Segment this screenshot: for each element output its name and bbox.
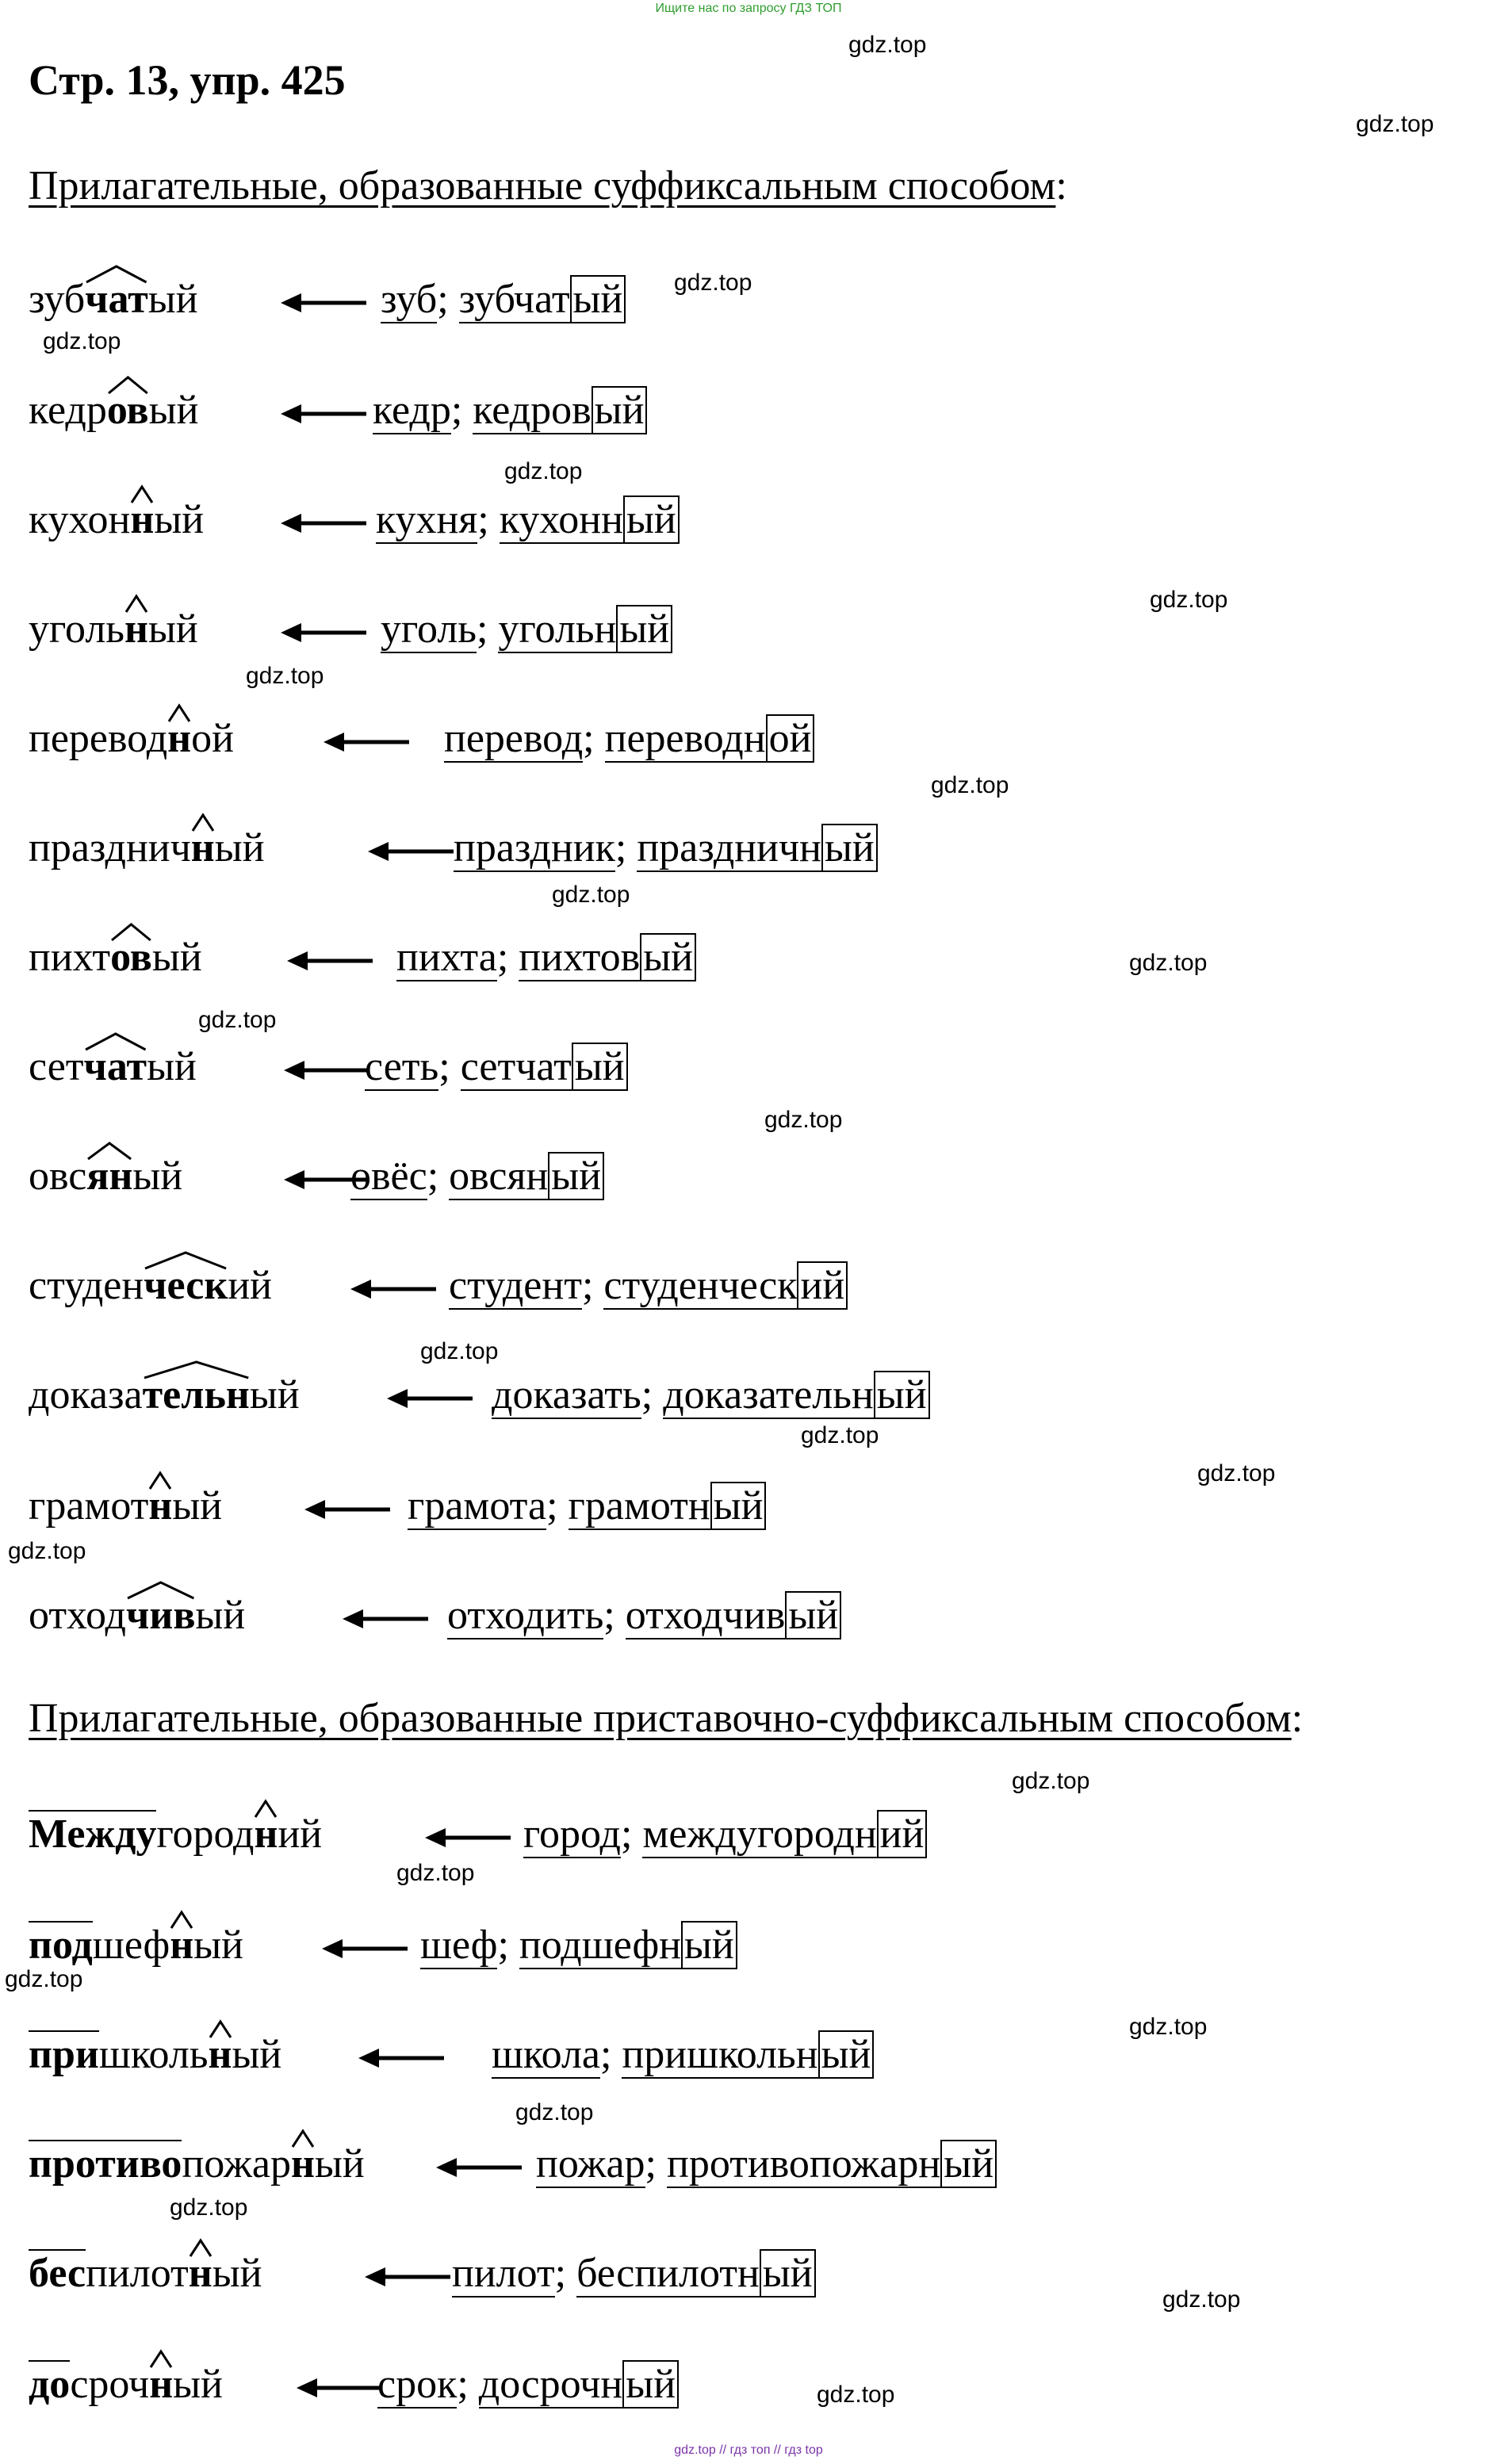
space bbox=[438, 1154, 449, 1199]
word-row bbox=[29, 2031, 1456, 2095]
word-ending-part: ый bbox=[212, 2251, 262, 2296]
word-row bbox=[29, 1372, 1456, 1435]
separator: ; bbox=[600, 2032, 612, 2077]
word-ending-part: ый bbox=[172, 1483, 223, 1529]
separator: ; bbox=[437, 277, 449, 322]
word-ending-part: ый bbox=[132, 1154, 183, 1199]
base-word: пожар bbox=[536, 2141, 645, 2187]
word-ending-part: ый bbox=[151, 935, 202, 980]
prefix-bold: при bbox=[29, 2032, 99, 2077]
suffix-bold: чив bbox=[126, 1593, 196, 1638]
ending-box: ый bbox=[623, 495, 680, 544]
derivation-chain bbox=[373, 387, 647, 434]
derived-stem: досрочн bbox=[478, 2362, 623, 2407]
word-ending-part: ый bbox=[147, 606, 198, 652]
word-ending-part: ий bbox=[278, 1812, 323, 1857]
watermark: gdz.top bbox=[396, 1860, 475, 1886]
space bbox=[626, 825, 637, 870]
prefix-bold: бес bbox=[29, 2251, 86, 2296]
derivation-chain bbox=[376, 496, 680, 543]
word-ending-part: ий bbox=[228, 1263, 272, 1308]
word-row bbox=[29, 1483, 1456, 1546]
word-row bbox=[29, 496, 1456, 560]
watermark: gdz.top bbox=[552, 882, 630, 908]
watermark: gdz.top bbox=[1197, 1460, 1276, 1486]
word-stem-part: пожар bbox=[182, 2141, 291, 2187]
space bbox=[615, 1593, 626, 1638]
derivation-arrow-icon bbox=[284, 1054, 371, 1086]
suffix-mark-icon bbox=[167, 704, 191, 723]
watermark: gdz.top bbox=[5, 1966, 83, 1992]
word-stem-part: пихт bbox=[29, 935, 111, 980]
ending-box: ий bbox=[877, 1810, 928, 1858]
base-word: грамота bbox=[408, 1483, 547, 1529]
derived-stem: подшефн bbox=[519, 1923, 681, 1968]
derivation-arrow-icon bbox=[365, 2261, 452, 2293]
word-ending-part: ый bbox=[249, 1372, 300, 1418]
space bbox=[611, 2032, 622, 2077]
separator: ; bbox=[641, 1372, 653, 1418]
suffix-mark-icon bbox=[124, 595, 148, 614]
base-word: кухня bbox=[376, 497, 478, 542]
derived-stem: кедров bbox=[473, 388, 592, 433]
base-word: отходить bbox=[447, 1593, 604, 1638]
space bbox=[558, 1483, 569, 1529]
word-ending-part: ый bbox=[232, 2032, 282, 2077]
derivation-chain bbox=[408, 1483, 766, 1529]
word-stem-part: кухон bbox=[29, 497, 131, 542]
watermark: gdz.top bbox=[1129, 2014, 1208, 2040]
derived-stem: пришкольн bbox=[622, 2032, 818, 2077]
base-word: школа bbox=[492, 2032, 601, 2077]
separator: ; bbox=[581, 1263, 594, 1308]
derivation-arrow-icon bbox=[368, 836, 455, 867]
ending-box: ый bbox=[821, 824, 878, 872]
suffix-bold: н bbox=[149, 2362, 174, 2407]
base-word: праздник bbox=[454, 825, 615, 870]
derivation-arrow-icon bbox=[436, 2152, 523, 2183]
watermark: gdz.top bbox=[674, 270, 752, 296]
derived-stem: зубчат bbox=[458, 277, 570, 322]
word-ending-part: ый bbox=[195, 1593, 246, 1638]
adjective-word bbox=[29, 1922, 243, 1969]
suffix-mark-icon bbox=[209, 2020, 232, 2039]
ending-box: ый bbox=[710, 1482, 767, 1530]
derived-stem: грамотн bbox=[568, 1483, 710, 1529]
derivation-chain bbox=[492, 2031, 874, 2078]
ending-box: ой bbox=[766, 714, 815, 763]
ending-box: ый bbox=[570, 275, 626, 323]
adjective-word bbox=[29, 1811, 322, 1858]
derived-stem: овсян bbox=[449, 1154, 549, 1199]
separator: ; bbox=[621, 1812, 633, 1857]
adjective-word bbox=[29, 715, 234, 762]
prefix-bold: до bbox=[29, 2362, 71, 2407]
word-ending-part: ый bbox=[147, 277, 198, 322]
prefix-bold: под bbox=[29, 1923, 93, 1968]
word-stem-part: кедр bbox=[29, 388, 107, 433]
separator: ; bbox=[583, 716, 595, 761]
watermark: gdz.top bbox=[515, 2099, 594, 2125]
derivation-arrow-icon bbox=[297, 2372, 384, 2404]
word-ending-part: ый bbox=[147, 1044, 197, 1089]
watermark: gdz.top bbox=[1162, 2286, 1241, 2313]
watermark: gdz.top bbox=[764, 1107, 843, 1133]
suffix-mark-icon bbox=[144, 1251, 228, 1270]
suffix-bold: ов bbox=[106, 388, 149, 433]
word-stem-part: город bbox=[156, 1812, 255, 1857]
separator: ; bbox=[546, 1483, 558, 1529]
watermark: gdz.top bbox=[1012, 1768, 1090, 1794]
word-stem-part: студен bbox=[29, 1263, 144, 1308]
ending-box: ый bbox=[818, 2030, 875, 2079]
adjective-word bbox=[29, 2031, 281, 2078]
suffix-bold: ян bbox=[86, 1154, 133, 1199]
watermark: gdz.top bbox=[504, 458, 583, 484]
prefix-bold: Между bbox=[29, 1812, 157, 1857]
suffix-bold: н bbox=[170, 1923, 194, 1968]
word-row bbox=[29, 1592, 1456, 1655]
separator: ; bbox=[450, 388, 463, 433]
derivation-arrow-icon bbox=[281, 507, 368, 539]
ending-box: ый bbox=[592, 386, 648, 434]
derived-stem: беспилотн bbox=[576, 2251, 760, 2296]
watermark: gdz.top bbox=[246, 663, 324, 689]
ending-box: ый bbox=[616, 605, 672, 653]
space bbox=[462, 388, 473, 433]
suffix-bold: н bbox=[190, 825, 215, 870]
section-heading-suffixal: Прилагательные, образованные суффиксальным способом: bbox=[29, 163, 1067, 209]
separator: ; bbox=[477, 497, 489, 542]
space bbox=[566, 2251, 576, 2296]
word-ending-part: ый bbox=[173, 2362, 223, 2407]
suffix-bold: н bbox=[130, 497, 155, 542]
derivation-chain bbox=[444, 715, 814, 762]
base-word: зуб bbox=[381, 277, 438, 322]
page-title: Стр. 13, упр. 425 bbox=[29, 56, 346, 104]
derived-stem: праздничн bbox=[637, 825, 821, 870]
word-row bbox=[29, 1262, 1456, 1326]
separator: ; bbox=[645, 2141, 657, 2187]
watermark: gdz.top bbox=[170, 2194, 248, 2221]
adjective-word bbox=[29, 1483, 222, 1529]
suffix-mark-icon bbox=[149, 2350, 173, 2369]
base-word: доказать bbox=[492, 1372, 641, 1418]
derivation-arrow-icon bbox=[343, 1603, 430, 1635]
space bbox=[489, 497, 500, 542]
ending-box: ый bbox=[572, 1043, 628, 1091]
derivation-chain bbox=[381, 276, 626, 323]
word-stem-part: сет bbox=[29, 1044, 84, 1089]
derived-stem: отходчив bbox=[625, 1593, 786, 1638]
adjective-word bbox=[29, 2250, 262, 2297]
watermark: gdz.top bbox=[1356, 111, 1434, 137]
suffix-mark-icon bbox=[85, 265, 148, 284]
derivation-chain bbox=[365, 1043, 628, 1090]
suffix-mark-icon bbox=[130, 485, 154, 504]
suffix-bold: тельн bbox=[142, 1372, 250, 1418]
derived-stem: кухонн bbox=[499, 497, 623, 542]
space bbox=[508, 935, 519, 980]
derivation-arrow-icon bbox=[281, 398, 368, 430]
derived-stem: пихтов bbox=[519, 935, 641, 980]
ending-box: ый bbox=[874, 1371, 930, 1419]
derivation-arrow-icon bbox=[281, 287, 368, 319]
base-word: шеф bbox=[420, 1923, 498, 1968]
suffix-mark-icon bbox=[254, 1800, 278, 1819]
ending-box: ый bbox=[681, 1921, 737, 1969]
watermark: gdz.top bbox=[801, 1422, 879, 1448]
space bbox=[593, 1263, 603, 1308]
word-stem-part: празднич bbox=[29, 825, 191, 870]
ending-box: ый bbox=[785, 1591, 841, 1639]
ending-box: ый bbox=[940, 2140, 997, 2188]
suffix-mark-icon bbox=[148, 1471, 172, 1490]
separator: ; bbox=[603, 1593, 615, 1638]
space bbox=[657, 2141, 667, 2187]
derivation-arrow-icon bbox=[358, 2042, 446, 2074]
watermark: gdz.top bbox=[420, 1338, 499, 1364]
word-stem-part: школь bbox=[98, 2032, 209, 2077]
watermark: gdz.top bbox=[848, 32, 927, 58]
space bbox=[632, 1812, 642, 1857]
word-ending-part: ый bbox=[193, 1923, 243, 1968]
watermark: gdz.top bbox=[1129, 950, 1208, 976]
space bbox=[653, 1372, 663, 1418]
derivation-chain bbox=[350, 1153, 604, 1199]
suffix-bold: чат bbox=[85, 277, 148, 322]
ending-box: ый bbox=[640, 933, 696, 981]
word-stem-part: перевод bbox=[29, 716, 168, 761]
base-word: город bbox=[523, 1812, 621, 1857]
derivation-chain bbox=[536, 2141, 997, 2187]
prefix-bold: противо bbox=[29, 2141, 182, 2187]
suffix-bold: ческ bbox=[144, 1263, 228, 1308]
suffix-bold: н bbox=[124, 606, 148, 652]
watermark: gdz.top bbox=[931, 772, 1009, 798]
suffix-mark-icon bbox=[84, 1032, 147, 1051]
suffix-bold: н bbox=[167, 716, 192, 761]
separator: ; bbox=[614, 825, 627, 870]
derived-stem: сетчат bbox=[460, 1044, 572, 1089]
word-row bbox=[29, 1922, 1456, 1985]
derivation-chain bbox=[381, 606, 672, 652]
base-word: пилот bbox=[452, 2251, 555, 2296]
separator: ; bbox=[457, 2362, 469, 2407]
word-stem-part: сроч bbox=[70, 2362, 150, 2407]
space bbox=[488, 606, 498, 652]
word-stem-part: овс bbox=[29, 1154, 87, 1199]
separator: ; bbox=[497, 1923, 509, 1968]
word-row bbox=[29, 1153, 1456, 1216]
derived-stem: студенческ bbox=[603, 1263, 798, 1308]
base-word: уголь bbox=[381, 606, 477, 652]
word-row bbox=[29, 2361, 1456, 2424]
watermark: gdz.top bbox=[1150, 587, 1228, 613]
derivation-chain bbox=[449, 1262, 848, 1309]
suffix-bold: н bbox=[254, 1812, 278, 1857]
derivation-chain bbox=[396, 934, 696, 981]
suffix-mark-icon bbox=[189, 2239, 212, 2258]
separator: ; bbox=[477, 606, 488, 652]
derived-stem: противопожарн bbox=[667, 2141, 941, 2187]
top-banner: Ищите нас по запросу ГДЗ ТОП bbox=[655, 2, 842, 15]
suffix-bold: чат bbox=[83, 1044, 147, 1089]
watermark: gdz.top bbox=[8, 1538, 86, 1564]
word-row bbox=[29, 825, 1456, 888]
separator: ; bbox=[427, 1154, 439, 1199]
word-row bbox=[29, 2250, 1456, 2313]
suffix-mark-icon bbox=[170, 1911, 193, 1930]
word-row bbox=[29, 934, 1456, 997]
derived-stem: междугородн bbox=[642, 1812, 877, 1857]
space bbox=[450, 1044, 461, 1089]
base-word: перевод bbox=[444, 716, 584, 761]
word-row bbox=[29, 715, 1456, 779]
suffix-bold: н bbox=[208, 2032, 232, 2077]
derivation-chain bbox=[452, 2250, 816, 2297]
derivation-chain bbox=[523, 1811, 927, 1858]
suffix-mark-icon bbox=[107, 376, 149, 395]
suffix-mark-icon bbox=[191, 813, 215, 832]
base-word: сеть bbox=[365, 1044, 439, 1089]
word-ending-part: ой bbox=[191, 716, 234, 761]
adjective-word bbox=[29, 2361, 223, 2408]
derivation-chain bbox=[492, 1372, 930, 1418]
ending-box: ый bbox=[548, 1152, 604, 1200]
word-stem-part: отход bbox=[29, 1593, 127, 1638]
derivation-chain bbox=[420, 1922, 737, 1969]
suffix-bold: ов bbox=[110, 935, 152, 980]
section-heading-prefix-suffixal: Прилагательные, образованные приставочно-суффиксальным способом: bbox=[29, 1696, 1304, 1741]
word-ending-part: ый bbox=[214, 825, 265, 870]
derivation-arrow-icon bbox=[387, 1383, 474, 1414]
separator: ; bbox=[438, 1044, 450, 1089]
suffix-mark-icon bbox=[110, 923, 152, 942]
space bbox=[509, 1923, 519, 1968]
suffix-bold: н bbox=[290, 2141, 315, 2187]
word-ending-part: ый bbox=[148, 388, 199, 433]
derivation-chain bbox=[454, 825, 878, 871]
word-ending-part: ый bbox=[314, 2141, 365, 2187]
word-row bbox=[29, 1811, 1456, 1874]
suffix-mark-icon bbox=[291, 2129, 315, 2148]
watermark: gdz.top bbox=[198, 1007, 277, 1033]
word-stem-part: уголь bbox=[29, 606, 125, 652]
derivation-arrow-icon bbox=[425, 1822, 512, 1854]
suffix-mark-icon bbox=[86, 1142, 132, 1161]
watermark: gdz.top bbox=[43, 328, 121, 354]
word-row bbox=[29, 1043, 1456, 1107]
derivation-chain bbox=[447, 1592, 841, 1639]
base-word: пихта bbox=[396, 935, 497, 980]
adjective-word bbox=[29, 496, 204, 543]
adjective-word bbox=[29, 606, 198, 652]
bottom-banner: gdz.top // гдз топ // гдз top bbox=[674, 2443, 823, 2457]
base-word: срок bbox=[377, 2362, 458, 2407]
base-word: студент bbox=[449, 1263, 582, 1308]
space bbox=[595, 716, 605, 761]
word-stem-part: шеф bbox=[92, 1923, 170, 1968]
word-stem-part: доказа bbox=[29, 1372, 143, 1418]
suffix-mark-icon bbox=[126, 1581, 195, 1600]
word-row bbox=[29, 606, 1456, 669]
word-ending-part: ый bbox=[154, 497, 205, 542]
derivation-arrow-icon bbox=[281, 617, 368, 649]
separator: ; bbox=[554, 2251, 567, 2296]
suffix-bold: н bbox=[148, 1483, 173, 1529]
suffix-mark-icon bbox=[143, 1360, 250, 1379]
derivation-arrow-icon bbox=[287, 945, 374, 977]
derivation-arrow-icon bbox=[350, 1273, 438, 1305]
base-word: кедр bbox=[373, 388, 451, 433]
ending-box: ий bbox=[797, 1261, 848, 1310]
watermark: gdz.top bbox=[817, 2382, 895, 2408]
derived-stem: переводн bbox=[604, 716, 766, 761]
space bbox=[449, 277, 459, 322]
word-stem-part: грамот bbox=[29, 1483, 149, 1529]
suffix-bold: н bbox=[188, 2251, 212, 2296]
derivation-arrow-icon bbox=[322, 1933, 409, 1965]
derivation-arrow-icon bbox=[304, 1494, 392, 1525]
ending-box: ый bbox=[622, 2360, 679, 2409]
derived-stem: доказательн bbox=[663, 1372, 874, 1418]
word-stem-part: пилот bbox=[86, 2251, 189, 2296]
derivation-arrow-icon bbox=[324, 726, 411, 758]
base-word: овёс bbox=[350, 1154, 427, 1199]
derivation-chain bbox=[377, 2361, 679, 2408]
separator: ; bbox=[496, 935, 509, 980]
derived-stem: угольн bbox=[498, 606, 617, 652]
adjective-word bbox=[29, 825, 265, 871]
word-row bbox=[29, 387, 1456, 450]
word-stem-part: зуб bbox=[29, 277, 86, 322]
ending-box: ый bbox=[760, 2249, 816, 2298]
space bbox=[469, 2362, 479, 2407]
